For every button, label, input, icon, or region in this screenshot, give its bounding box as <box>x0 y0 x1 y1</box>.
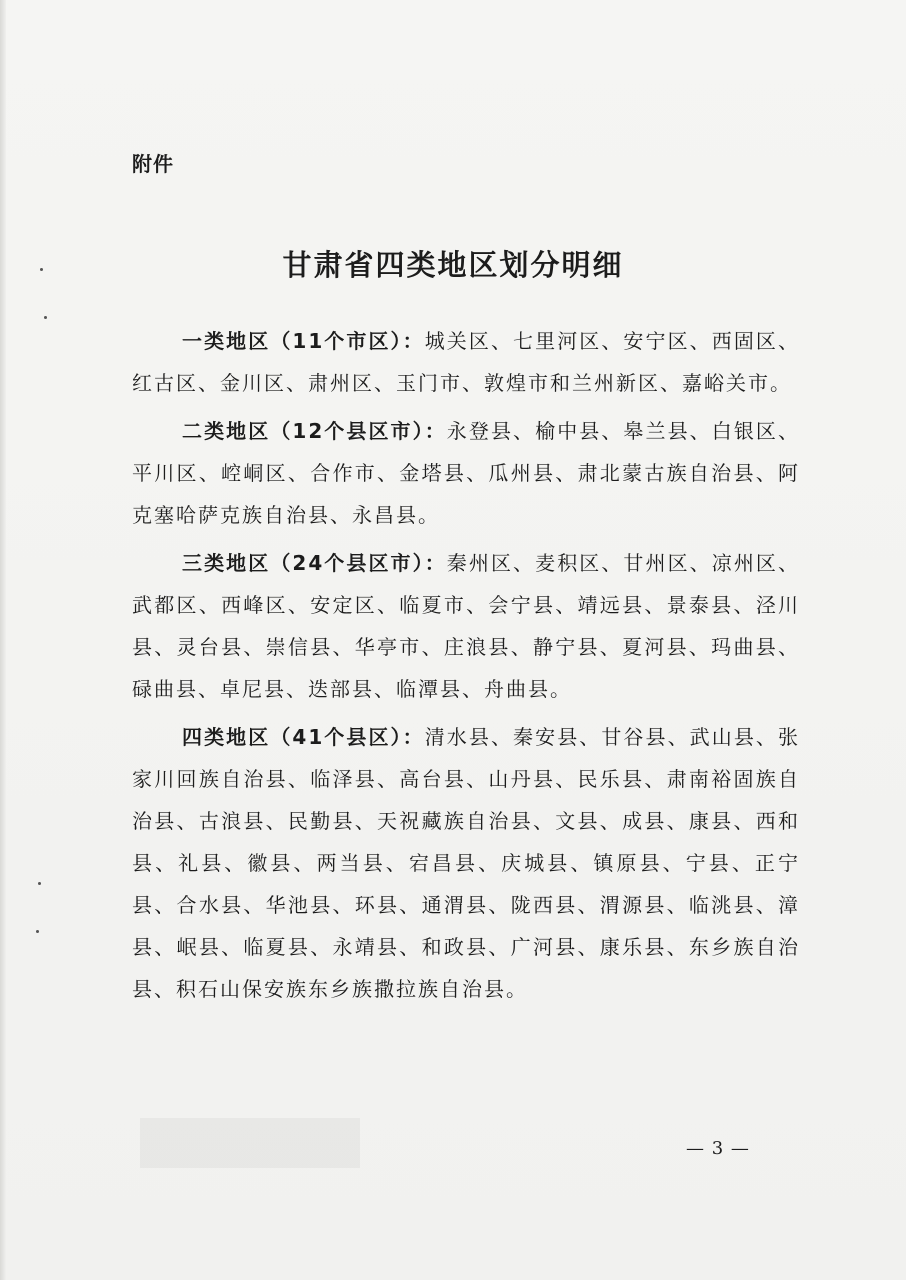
paragraph-class-3 <box>132 542 800 710</box>
paragraph-label: 一类地区（11个市区）： <box>182 329 425 353</box>
page-number: — 3 — <box>686 1138 750 1159</box>
bleed-through-shadow <box>140 1118 360 1168</box>
scan-edge-shadow <box>0 0 6 1280</box>
attachment-label: 附件 <box>132 152 174 176</box>
paragraph-class-4 <box>132 716 800 1010</box>
paragraph-class-1 <box>132 320 800 404</box>
scan-speck <box>36 930 39 933</box>
paragraph-text: 永登县、榆中县、皋兰县、白银区、平川区、崆峒区、合作市、金塔县、瓜州县、肃北蒙古族自治县、阿克塞哈萨克族自治县、永昌县。 <box>132 419 800 527</box>
scan-speck <box>38 882 41 885</box>
paragraph-class-2 <box>132 410 800 536</box>
paragraph-text: 清水县、秦安县、甘谷县、武山县、张家川回族自治县、临泽县、高台县、山丹县、民乐县、肃南裕固族自治县、古浪县、民勤县、天祝藏族自治县、文县、成县、康县、西和县、礼县、徽县、两当县、宕昌县、庆城县、镇原县、宁县、正宁县、合水县、华池县、环县、通渭县、陇西县、渭源县、临洮县、漳县、岷县、临夏县、永靖县、和政县、广河县、康乐县、东乡族自治县、积石山保安族东乡族撒拉族自治县。 <box>132 725 800 1001</box>
scan-speck <box>44 316 47 319</box>
document-body <box>132 320 800 1016</box>
document-title: 甘肃省四类地区划分明细 <box>282 248 624 282</box>
paragraph-label: 四类地区（41个县区）： <box>182 725 425 749</box>
paragraph-label: 三类地区（24个县区市）： <box>182 551 447 575</box>
paragraph-text: 秦州区、麦积区、甘州区、凉州区、武都区、西峰区、安定区、临夏市、会宁县、靖远县、景泰县、泾川县、灵台县、崇信县、华亭市、庄浪县、静宁县、夏河县、玛曲县、碌曲县、卓尼县、迭部县、临潭县、舟曲县。 <box>132 551 800 701</box>
paragraph-label: 二类地区（12个县区市）： <box>182 419 447 443</box>
paragraph-text: 城关区、七里河区、安宁区、西固区、红古区、金川区、肃州区、玉门市、敦煌市和兰州新区、嘉峪关市。 <box>132 329 800 395</box>
